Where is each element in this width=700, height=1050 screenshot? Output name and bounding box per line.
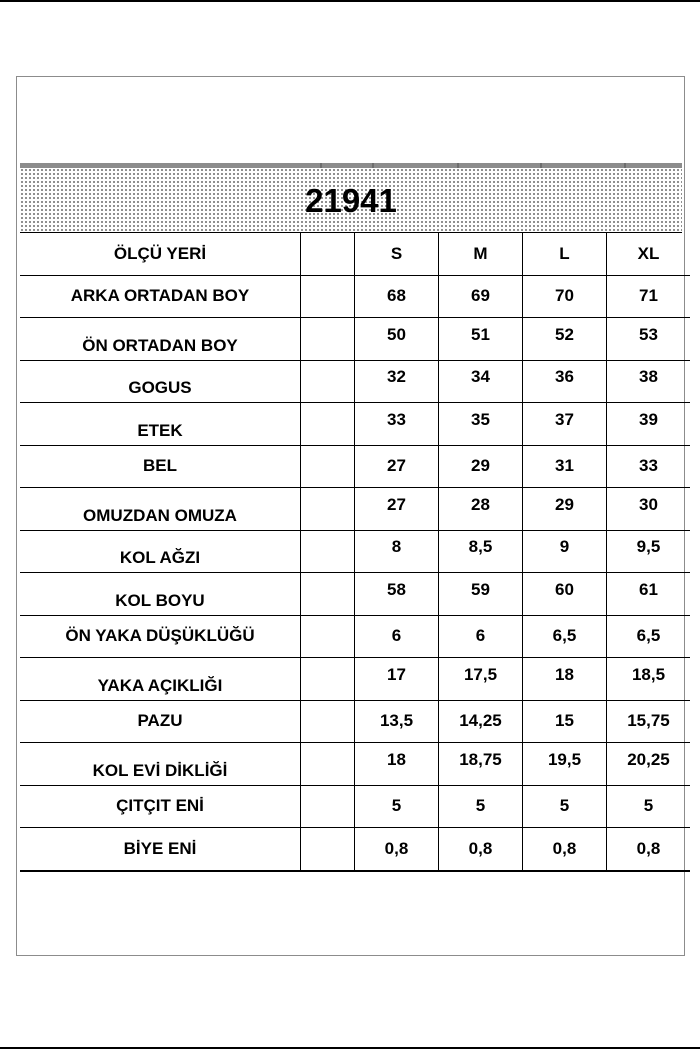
- measurement-value: 38: [639, 367, 658, 387]
- value-cell-m: [439, 573, 523, 616]
- value-cell-l: [523, 445, 607, 488]
- row-label-cell: [20, 360, 301, 403]
- measurement-value: 35: [471, 409, 490, 429]
- value-cell-xl: [607, 743, 691, 786]
- measurement-value: 19,5: [547, 749, 582, 769]
- blank-column-cell: [301, 828, 355, 871]
- table-row: [20, 318, 690, 361]
- blank-column-cell: [301, 360, 355, 403]
- bottom-rule: [0, 1047, 700, 1049]
- row-label: OMUZDAN OMUZA: [83, 505, 237, 525]
- value-cell-xl: [607, 700, 691, 743]
- measurement-value: 9,5: [636, 537, 661, 557]
- value-cell-m: [439, 743, 523, 786]
- value-cell-m: [439, 658, 523, 701]
- blank-column-cell: [301, 233, 355, 275]
- measurement-value: 0,8: [384, 838, 409, 858]
- measurement-value: 28: [471, 494, 490, 514]
- row-label: ÇITÇIT ENİ: [116, 796, 204, 816]
- measurement-value: 70: [555, 286, 574, 306]
- row-label: ÖN YAKA DÜŞÜKLÜĞÜ: [65, 626, 255, 646]
- measurement-value: 52: [555, 324, 574, 344]
- measurement-value: 60: [555, 579, 574, 599]
- value-cell-xl: [607, 488, 691, 531]
- value-cell-l: [523, 785, 607, 828]
- measurement-value: 9: [559, 537, 570, 557]
- measurement-value: 37: [555, 409, 574, 429]
- value-cell-l: [523, 530, 607, 573]
- blank-column-cell: [301, 615, 355, 658]
- table-row: [20, 743, 690, 786]
- measurement-value: 18,75: [459, 749, 502, 769]
- measurement-value: 8,5: [468, 537, 493, 557]
- value-cell-l: [523, 360, 607, 403]
- value-cell-s: [355, 615, 439, 658]
- measurement-value: 33: [387, 409, 406, 429]
- table-row: [20, 658, 690, 701]
- row-label-cell: [20, 658, 301, 701]
- measurement-value: 0,8: [552, 838, 577, 858]
- value-cell-m: [439, 360, 523, 403]
- measurement-value: 14,25: [459, 711, 502, 731]
- blank-column-cell: [301, 275, 355, 318]
- table-row: [20, 615, 690, 658]
- measurement-value: 31: [555, 456, 574, 476]
- row-label: ETEK: [137, 420, 183, 440]
- value-cell-m: [439, 318, 523, 361]
- row-label: ÖN ORTADAN BOY: [82, 335, 238, 355]
- row-label: BEL: [143, 456, 177, 476]
- row-label-cell: [20, 403, 301, 446]
- measurement-value: 36: [555, 367, 574, 387]
- table-row: [20, 785, 690, 828]
- measurement-value: 6,5: [636, 626, 661, 646]
- value-cell-m: [439, 828, 523, 871]
- value-cell-s: [355, 360, 439, 403]
- top-rule: [0, 0, 700, 2]
- row-label: BİYE ENİ: [123, 838, 197, 858]
- value-cell-m: [439, 488, 523, 531]
- measurement-value: 15: [555, 711, 574, 731]
- row-label-cell: [20, 743, 301, 786]
- value-cell-s: [355, 658, 439, 701]
- measurement-value: 59: [471, 579, 490, 599]
- value-cell-xl: [607, 275, 691, 318]
- row-label-cell: [20, 700, 301, 743]
- row-label: KOL AĞZI: [119, 548, 201, 568]
- value-cell-xl: [607, 360, 691, 403]
- row-label: ARKA ORTADAN BOY: [70, 286, 250, 306]
- value-cell-l: [523, 318, 607, 361]
- table-row: [20, 360, 690, 403]
- blank-column-cell: [301, 743, 355, 786]
- measurement-value: 17,5: [463, 664, 498, 684]
- blank-column-cell: [301, 318, 355, 361]
- measurement-value: 29: [471, 456, 490, 476]
- row-label: PAZU: [137, 711, 183, 731]
- measurement-value: 6: [475, 626, 486, 646]
- measurement-value: 51: [471, 324, 490, 344]
- table-row: [20, 445, 690, 488]
- value-cell-xl: [607, 658, 691, 701]
- row-label-cell: [20, 488, 301, 531]
- row-label: KOL EVİ DİKLİĞİ: [92, 760, 228, 780]
- measurement-value: 39: [639, 409, 658, 429]
- header-size-l: L: [523, 233, 607, 275]
- value-cell-m: [439, 530, 523, 573]
- measurement-value: 5: [475, 796, 486, 816]
- value-cell-xl: [607, 828, 691, 871]
- model-code: 21941: [305, 182, 397, 219]
- table-row: [20, 828, 690, 871]
- measurement-value: 8: [391, 537, 402, 557]
- measurement-value: 71: [639, 286, 658, 306]
- blank-column-cell: [301, 488, 355, 531]
- row-label-cell: [20, 445, 301, 488]
- measurement-value: 58: [387, 579, 406, 599]
- row-label-cell: [20, 530, 301, 573]
- table-row: [20, 573, 690, 616]
- blank-column-cell: [301, 573, 355, 616]
- header-size-xl: XL: [607, 233, 691, 275]
- blank-column-cell: [301, 403, 355, 446]
- measurement-value: 5: [391, 796, 402, 816]
- value-cell-l: [523, 573, 607, 616]
- value-cell-l: [523, 658, 607, 701]
- measurement-value: 34: [471, 367, 490, 387]
- value-cell-s: [355, 573, 439, 616]
- size-chart: [20, 163, 682, 872]
- measurement-value: 18: [387, 749, 406, 769]
- value-cell-xl: [607, 530, 691, 573]
- measurement-value: 61: [639, 579, 658, 599]
- table-row: [20, 403, 690, 446]
- header-label: ÖLÇÜ YERİ: [20, 233, 301, 275]
- blank-column-cell: [301, 530, 355, 573]
- value-cell-l: [523, 615, 607, 658]
- measurement-value: 27: [387, 456, 406, 476]
- value-cell-m: [439, 275, 523, 318]
- value-cell-s: [355, 785, 439, 828]
- value-cell-s: [355, 275, 439, 318]
- value-cell-m: [439, 785, 523, 828]
- measurement-value: 6: [391, 626, 402, 646]
- row-label-cell: [20, 275, 301, 318]
- header-size-s: S: [355, 233, 439, 275]
- measurement-value: 5: [559, 796, 570, 816]
- measurement-value: 6,5: [552, 626, 577, 646]
- row-label: YAKA AÇIKLIĞI: [97, 675, 223, 695]
- blank-column-cell: [301, 700, 355, 743]
- value-cell-xl: [607, 615, 691, 658]
- measurement-value: 0,8: [636, 838, 661, 858]
- measurement-value: 5: [643, 796, 654, 816]
- value-cell-l: [523, 275, 607, 318]
- table-row: [20, 530, 690, 573]
- row-label-cell: [20, 828, 301, 871]
- measurement-value: 17: [387, 664, 406, 684]
- measurement-value: 30: [639, 494, 658, 514]
- measurement-value: 33: [639, 456, 658, 476]
- table-row: [20, 700, 690, 743]
- value-cell-s: [355, 743, 439, 786]
- model-code-banner: [20, 168, 682, 233]
- measurement-value: 50: [387, 324, 406, 344]
- measurement-value: 13,5: [379, 711, 414, 731]
- measurement-value: 53: [639, 324, 658, 344]
- measurement-value: 68: [387, 286, 406, 306]
- blank-column-cell: [301, 445, 355, 488]
- value-cell-xl: [607, 445, 691, 488]
- value-cell-l: [523, 743, 607, 786]
- row-label-cell: [20, 785, 301, 828]
- value-cell-s: [355, 403, 439, 446]
- value-cell-s: [355, 445, 439, 488]
- value-cell-m: [439, 700, 523, 743]
- value-cell-m: [439, 445, 523, 488]
- header-size-m: M: [439, 233, 523, 275]
- value-cell-m: [439, 615, 523, 658]
- measurement-value: 69: [471, 286, 490, 306]
- value-cell-l: [523, 488, 607, 531]
- table-row: [20, 275, 690, 318]
- value-cell-xl: [607, 403, 691, 446]
- value-cell-xl: [607, 318, 691, 361]
- measurement-value: 18,5: [631, 664, 666, 684]
- blank-column-cell: [301, 658, 355, 701]
- value-cell-xl: [607, 573, 691, 616]
- table-row: [20, 488, 690, 531]
- value-cell-m: [439, 403, 523, 446]
- row-label: GOGUS: [128, 378, 192, 398]
- value-cell-s: [355, 530, 439, 573]
- value-cell-xl: [607, 785, 691, 828]
- measurement-value: 0,8: [468, 838, 493, 858]
- value-cell-s: [355, 700, 439, 743]
- row-label: KOL BOYU: [115, 590, 205, 610]
- value-cell-l: [523, 828, 607, 871]
- table-header-row: [20, 233, 690, 275]
- measurement-value: 29: [555, 494, 574, 514]
- row-label-cell: [20, 573, 301, 616]
- measurement-value: 27: [387, 494, 406, 514]
- value-cell-l: [523, 403, 607, 446]
- measurement-table: [20, 233, 690, 872]
- row-label-cell: [20, 615, 301, 658]
- value-cell-s: [355, 488, 439, 531]
- value-cell-l: [523, 700, 607, 743]
- value-cell-s: [355, 828, 439, 871]
- value-cell-s: [355, 318, 439, 361]
- measurement-value: 32: [387, 367, 406, 387]
- measurement-value: 20,25: [627, 749, 670, 769]
- blank-column-cell: [301, 785, 355, 828]
- row-label-cell: [20, 318, 301, 361]
- measurement-value: 15,75: [627, 711, 670, 731]
- measurement-value: 18: [555, 664, 574, 684]
